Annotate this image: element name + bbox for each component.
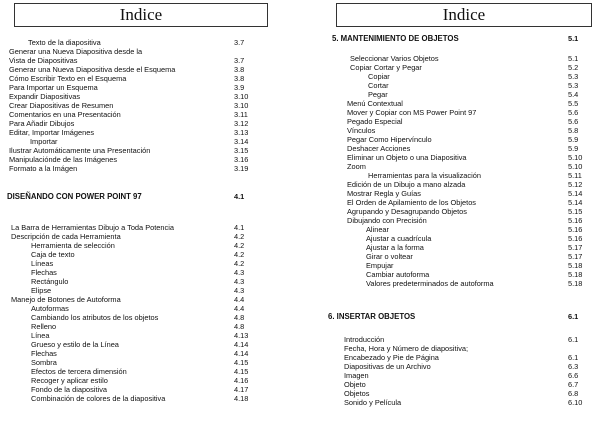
toc-page: 3.7 bbox=[234, 56, 245, 65]
toc-entry: Combinación de colores de la diapositiva bbox=[31, 394, 166, 403]
toc-entry: Rectángulo bbox=[31, 277, 69, 286]
toc-page: 6.6 bbox=[568, 371, 579, 380]
toc-entry: Texto de la diapositiva bbox=[28, 38, 101, 47]
toc-entry: Relleno bbox=[31, 322, 57, 331]
toc-page: 4.2 bbox=[234, 232, 245, 241]
toc-entry: Grueso y estilo de la Línea bbox=[31, 340, 119, 349]
toc-page: 4.3 bbox=[234, 277, 245, 286]
toc-page: 6.1 bbox=[568, 353, 579, 362]
toc-page: 5.16 bbox=[568, 216, 583, 225]
toc-entry: Agrupando y Desagrupando Objetos bbox=[347, 207, 467, 216]
toc-page: 3.10 bbox=[234, 101, 249, 110]
toc-page: 3.11 bbox=[234, 110, 248, 119]
toc-page: 6.8 bbox=[568, 389, 579, 398]
toc-entry: Autoformas bbox=[31, 304, 69, 313]
toc-page: 4.16 bbox=[234, 376, 249, 385]
toc-entry: Dibujando con Precisión bbox=[347, 216, 427, 225]
toc-entry: Diapositivas de un Archivo bbox=[344, 362, 431, 371]
toc-entry: Objetos bbox=[344, 389, 370, 398]
toc-page: 5.15 bbox=[568, 207, 583, 216]
toc-page: 4.15 bbox=[234, 367, 249, 376]
toc-page: 5.17 bbox=[568, 243, 583, 252]
right-page bbox=[310, 0, 600, 430]
toc-page: 5.10 bbox=[568, 162, 583, 171]
toc-entry: Generar una Nueva Diapositiva desde la bbox=[9, 47, 143, 56]
toc-entry: Importar bbox=[30, 137, 58, 146]
toc-page: 3.13 bbox=[234, 128, 249, 137]
toc-page: 5.8 bbox=[568, 126, 579, 135]
section-heading: DISEÑANDO CON POWER POINT 97 bbox=[7, 192, 142, 201]
toc-entry: Editar, Importar Imágenes bbox=[9, 128, 95, 137]
toc-entry: Expandir Diapositivas bbox=[9, 92, 81, 101]
toc-page: 5.9 bbox=[568, 144, 579, 153]
toc-page: 3.9 bbox=[234, 83, 245, 92]
toc-entry: Vínculos bbox=[347, 126, 376, 135]
section-heading: 6. INSERTAR OBJETOS bbox=[328, 312, 416, 321]
toc-entry: Zoom bbox=[347, 162, 366, 171]
toc-page: 3.7 bbox=[234, 38, 245, 47]
toc-page: 5.18 bbox=[568, 279, 583, 288]
toc-page: 4.14 bbox=[234, 340, 249, 349]
toc-page: 4.3 bbox=[234, 268, 245, 277]
toc-page: 5.14 bbox=[568, 189, 583, 198]
toc-entry: Crear Diapositivas de Resumen bbox=[9, 101, 114, 110]
toc-page: 4.3 bbox=[234, 286, 245, 295]
toc-entry: Sombra bbox=[31, 358, 57, 367]
toc-entry: Girar o voltear bbox=[366, 252, 413, 261]
toc-page: 5.9 bbox=[568, 135, 579, 144]
left-page bbox=[0, 0, 290, 430]
toc-page: 5.6 bbox=[568, 117, 579, 126]
toc-entry: Líneas bbox=[31, 259, 54, 268]
toc-entry: Línea bbox=[31, 331, 50, 340]
toc-page: 4.2 bbox=[234, 259, 245, 268]
toc-page: 6.7 bbox=[568, 380, 579, 389]
toc-entry: Efectos de tercera dimensión bbox=[31, 367, 127, 376]
section-heading: 5. MANTENIMIENTO DE OBJETOS bbox=[332, 34, 459, 43]
toc-entry: Sonido y Película bbox=[344, 398, 402, 407]
toc-page: 5.12 bbox=[568, 180, 583, 189]
toc-page: 5.17 bbox=[568, 252, 583, 261]
toc-entry: Fondo de la diapositiva bbox=[31, 385, 108, 394]
toc-page: 3.16 bbox=[234, 155, 249, 164]
toc-page: 4.1 bbox=[234, 192, 245, 201]
toc-page: 5.3 bbox=[568, 81, 579, 90]
toc-page: 3.15 bbox=[234, 146, 249, 155]
toc-page: 4.2 bbox=[234, 250, 245, 259]
toc-page: 3.19 bbox=[234, 164, 249, 173]
toc-entry: Generar una Nueva Diapositiva desde el Esquema bbox=[9, 65, 176, 74]
toc-entry: Flechas bbox=[31, 349, 57, 358]
toc-page: 4.2 bbox=[234, 241, 245, 250]
toc-page: 5.10 bbox=[568, 153, 583, 162]
toc-entry: Recoger y aplicar estilo bbox=[31, 376, 108, 385]
toc-page: 4.8 bbox=[234, 313, 245, 322]
toc-page: 6.1 bbox=[568, 335, 579, 344]
toc-entry: Cómo Escribir Texto en el Esquema bbox=[9, 74, 127, 83]
toc-entry: Alinear bbox=[366, 225, 390, 234]
toc-entry: Mover y Copiar con MS Power Point 97 bbox=[347, 108, 477, 117]
toc-entry: Eliminar un Objeto o una Diapositiva bbox=[347, 153, 467, 162]
toc-entry: Objeto bbox=[344, 380, 366, 389]
toc-entry: Flechas bbox=[31, 268, 57, 277]
toc-entry: Manejo de Botones de Autoforma bbox=[11, 295, 121, 304]
toc-entry: Ajustar a cuadrícula bbox=[366, 234, 432, 243]
toc-page: 3.10 bbox=[234, 92, 249, 101]
toc-page: 4.15 bbox=[234, 358, 249, 367]
toc-entry: Menú Contextual bbox=[347, 99, 403, 108]
toc-entry: Copiar bbox=[368, 72, 390, 81]
toc-page: 5.6 bbox=[568, 108, 579, 117]
toc-page: 4.4 bbox=[234, 295, 245, 304]
toc-entry: Mostrar Regla y Guías bbox=[347, 189, 421, 198]
toc-page: 3.14 bbox=[234, 137, 249, 146]
toc-entry: Manipulaciónde de las Imágenes bbox=[9, 155, 118, 164]
toc-entry: Valores predeterminados de autoforma bbox=[366, 279, 494, 288]
toc-page: 6.10 bbox=[568, 398, 583, 407]
toc-entry: Descripción de cada Herramienta bbox=[11, 232, 121, 241]
toc-page: 5.5 bbox=[568, 99, 579, 108]
toc-entry: Cambiar autoforma bbox=[366, 270, 430, 279]
toc-entry: La Barra de Herramientas Dibujo a Toda Potencia bbox=[11, 223, 174, 232]
toc-page: 4.4 bbox=[234, 304, 245, 313]
toc-page: 4.18 bbox=[234, 394, 249, 403]
toc-entry: Pegar Como Hipervínculo bbox=[347, 135, 432, 144]
toc-entry: Pegado Especial bbox=[347, 117, 403, 126]
toc-page: 4.14 bbox=[234, 349, 249, 358]
toc-entry: Caja de texto bbox=[31, 250, 75, 259]
toc-page: 5.4 bbox=[568, 90, 579, 99]
toc-entry: Ilustrar Automáticamente una Presentación bbox=[9, 146, 151, 155]
toc-entry: Comentarios en una Presentación bbox=[9, 110, 121, 119]
toc-page: 4.1 bbox=[234, 223, 245, 232]
toc-entry: Introducción bbox=[344, 335, 385, 344]
toc-page: 5.3 bbox=[568, 72, 579, 81]
toc-entry: Herramientas para la visualización bbox=[368, 171, 481, 180]
toc-entry: Empujar bbox=[366, 261, 394, 270]
toc-page: 4.8 bbox=[234, 322, 245, 331]
toc-page: 6.1 bbox=[568, 312, 579, 321]
left-page-header: Indice bbox=[14, 3, 268, 27]
toc-page: 5.1 bbox=[568, 54, 579, 63]
toc-page: 5.16 bbox=[568, 234, 583, 243]
toc-page: 4.13 bbox=[234, 331, 249, 340]
toc-entry: Deshacer Acciones bbox=[347, 144, 411, 153]
toc-page: 5.16 bbox=[568, 225, 583, 234]
toc-entry: Encabezado y Pie de Página bbox=[344, 353, 439, 362]
toc-entry: Para Importar un Esquema bbox=[9, 83, 98, 92]
toc-page: 3.8 bbox=[234, 65, 245, 74]
toc-entry: Herramienta de selección bbox=[31, 241, 115, 250]
toc-page: 5.11 bbox=[568, 171, 582, 180]
toc-entry: Cortar bbox=[368, 81, 389, 90]
toc-entry: Imagen bbox=[344, 371, 369, 380]
toc-entry: Fecha, Hora y Número de diapositiva; bbox=[344, 344, 469, 353]
toc-entry: Copiar Cortar y Pegar bbox=[350, 63, 422, 72]
toc-entry: El Orden de Apilamiento de los Objetos bbox=[347, 198, 477, 207]
toc-entry: Para Añadir Dibujos bbox=[9, 119, 75, 128]
toc-page: 4.17 bbox=[234, 385, 249, 394]
toc-entry: Pegar bbox=[368, 90, 388, 99]
toc-page: 5.2 bbox=[568, 63, 579, 72]
toc-page: 6.3 bbox=[568, 362, 579, 371]
toc-page: 5.18 bbox=[568, 270, 583, 279]
toc-entry: Edición de un Dibujo a mano alzada bbox=[347, 180, 466, 189]
toc-page: 5.18 bbox=[568, 261, 583, 270]
right-page-header: Indice bbox=[336, 3, 592, 27]
toc-page: 5.14 bbox=[568, 198, 583, 207]
toc-entry: Formato a la Imágen bbox=[9, 164, 78, 173]
toc-entry: Ajustar a la forma bbox=[366, 243, 424, 252]
toc-page: 3.12 bbox=[234, 119, 249, 128]
toc-entry: Cambiando los atributos de los objetos bbox=[31, 313, 159, 322]
toc-page: 5.1 bbox=[568, 34, 579, 43]
toc-entry: Elipse bbox=[31, 286, 52, 295]
toc-entry: Seleccionar Varios Objetos bbox=[350, 54, 439, 63]
toc-page: 3.8 bbox=[234, 74, 245, 83]
toc-entry: Vista de Diapositivas bbox=[9, 56, 78, 65]
